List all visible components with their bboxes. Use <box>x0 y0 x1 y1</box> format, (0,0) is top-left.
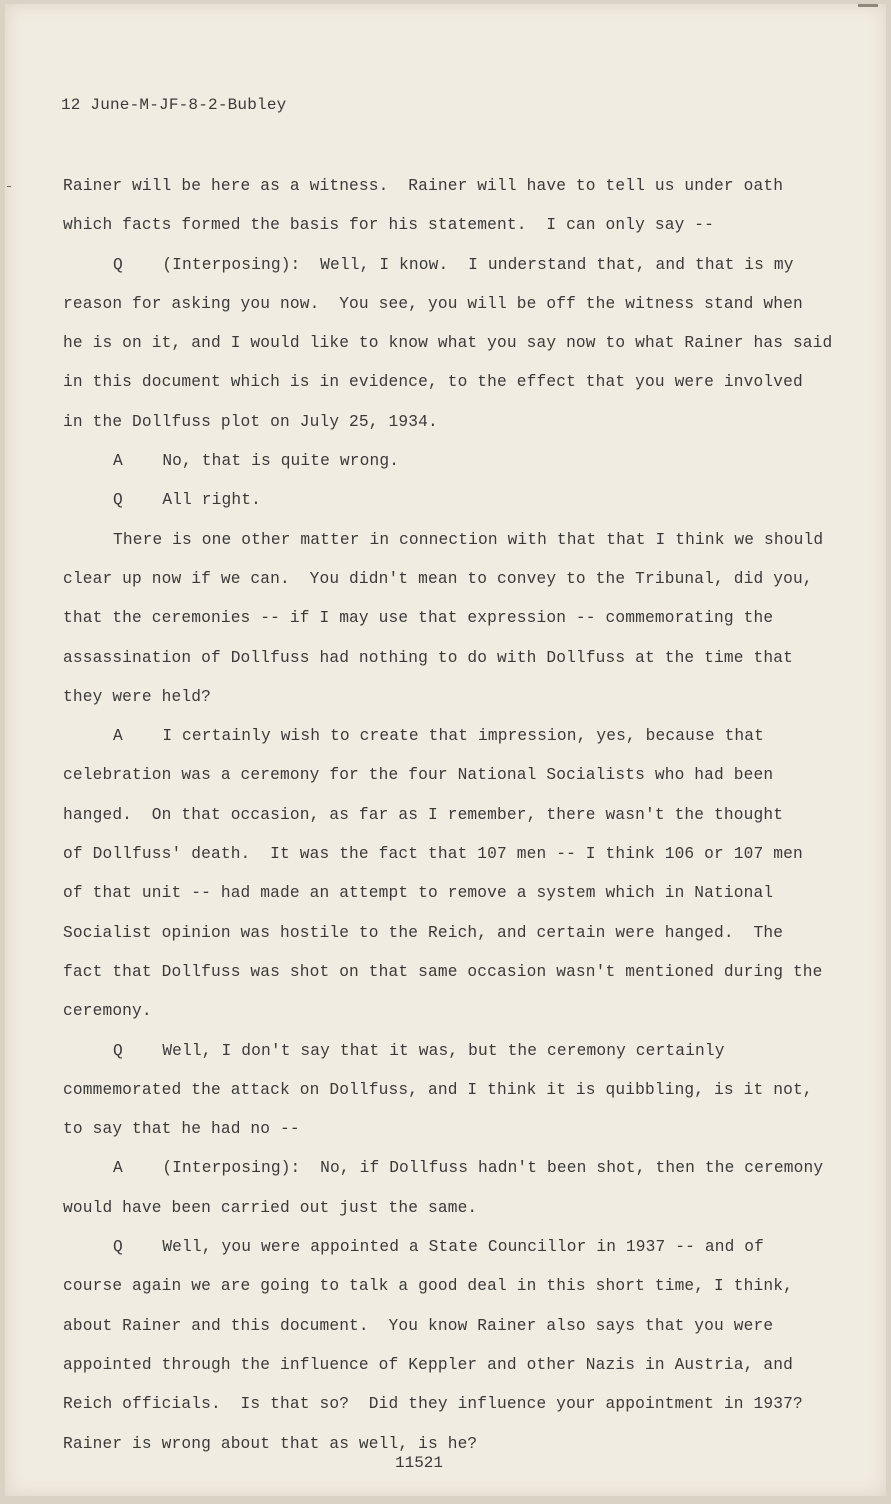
transcript-line: A (Interposing): No, if Dollfuss hadn't been shot, then the ceremony <box>113 1159 824 1178</box>
transcript-line: Q (Interposing): Well, I know. I understand that, and that is my <box>113 255 794 274</box>
transcript-line: celebration was a ceremony for the four National Socialists who had been <box>63 766 774 785</box>
transcript-line: about Rainer and this document. You know Rainer also says that you were <box>63 1316 774 1335</box>
transcript-line: reason for asking you now. You see, you will be off the witness stand when <box>63 294 803 313</box>
transcript-line: There is one other matter in connection with that that I think we should <box>113 530 824 549</box>
transcript-line: of that unit -- had made an attempt to remove a system which in National <box>63 884 774 903</box>
transcript-line: assassination of Dollfuss had nothing to do with Dollfuss at the time that <box>63 648 793 667</box>
transcript-line: Q All right. <box>113 491 261 510</box>
transcript-line: Q Well, you were appointed a State Councillor in 1937 -- and of <box>113 1238 765 1257</box>
transcript-line: course again we are going to talk a good deal in this short time, I think, <box>63 1277 793 1296</box>
transcript-line: Rainer is wrong about that as well, is he? <box>63 1434 478 1453</box>
transcript-line: clear up now if we can. You didn't mean to convey to the Tribunal, did you, <box>63 569 813 588</box>
transcript-line: in this document which is in evidence, to the effect that you were involved <box>63 373 803 392</box>
document-page <box>5 4 886 1496</box>
transcript-line: fact that Dollfuss was shot on that same occasion wasn't mentioned during the <box>63 962 823 981</box>
transcript-body <box>63 167 833 1464</box>
transcript-line: Rainer will be here as a witness. Rainer will have to tell us under oath <box>63 177 784 195</box>
transcript-line: would have been carried out just the same. <box>63 1198 478 1217</box>
page-number: 11521 <box>395 1454 444 1472</box>
transcript-line: commemorated the attack on Dollfuss, and I think it is quibbling, is it not, <box>63 1080 813 1099</box>
transcript-line: appointed through the influence of Keppler and other Nazis in Austria, and <box>63 1355 793 1374</box>
transcript-line: which facts formed the basis for his statement. I can only say -- <box>63 216 715 235</box>
transcript-line: Reich officials. Is that so? Did they influence your appointment in 1937? <box>63 1395 803 1414</box>
transcript-line: A I certainly wish to create that impression, yes, because that <box>113 727 765 746</box>
transcript-line: that the ceremonies -- if I may use that expression -- commemorating the <box>63 609 774 628</box>
document-header: 12 June-M-JF-8-2-Bubley <box>61 96 287 114</box>
margin-mark <box>7 186 11 187</box>
page-corner-mark <box>858 4 878 7</box>
transcript-line: Q Well, I don't say that it was, but the ceremony certainly <box>113 1041 725 1060</box>
transcript-line: of Dollfuss' death. It was the fact that 107 men -- I think 106 or 107 men <box>63 845 803 864</box>
transcript-line: Socialist opinion was hostile to the Reich, and certain were hanged. The <box>63 923 784 942</box>
transcript-line: ceremony. <box>63 1002 152 1021</box>
transcript-line: A No, that is quite wrong. <box>113 452 400 471</box>
transcript-line: to say that he had no -- <box>63 1120 300 1139</box>
transcript-line: hanged. On that occasion, as far as I remember, there wasn't the thought <box>63 805 784 824</box>
transcript-line: they were held? <box>63 687 211 706</box>
transcript-line: he is on it, and I would like to know what you say now to what Rainer has said <box>63 334 833 353</box>
transcript-line: in the Dollfuss plot on July 25, 1934. <box>63 412 438 431</box>
